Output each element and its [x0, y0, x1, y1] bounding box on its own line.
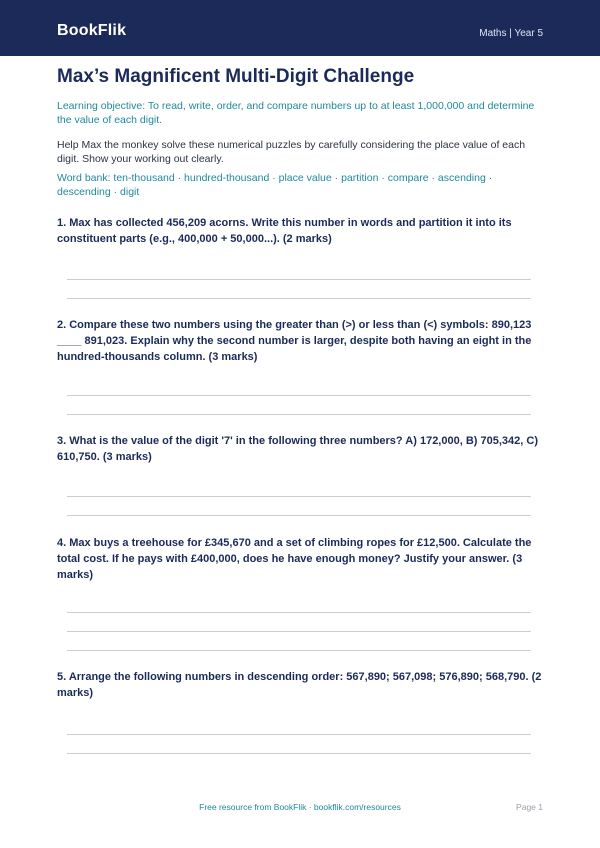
answer-line[interactable] [67, 298, 531, 299]
intro-text: Help Max the monkey solve these numerical puzzles by carefully considering the place value of each digit. Show your working out clearly. [57, 139, 526, 165]
answer-line[interactable] [67, 515, 531, 516]
answer-line[interactable] [67, 279, 531, 280]
answer-line[interactable] [67, 496, 531, 497]
question-3: 3. What is the value of the digit '7' in the following three numbers? A) 172,000, B) 705,342, C) 610,750. (3 marks) [57, 435, 538, 463]
question-1: 1. Max has collected 456,209 acorns. Write this number in words and partition it into its constituent parts (e.g., 400,000 + 50,000...). (2 marks) [57, 217, 512, 245]
brand-logo-text: BookFlik [57, 22, 127, 39]
footer-link[interactable]: Free resource from BookFlik · bookflik.com/resources [199, 802, 401, 812]
answer-line[interactable] [67, 650, 531, 651]
page-number: Page 1 [516, 802, 543, 812]
question-2: 2. Compare these two numbers using the greater than (>) or less than (<) symbols: 890,123 ____ 891,023. Explain why the second number is larger, despite both having an eight in the hundred-thousands column. (3 marks) [57, 319, 532, 363]
answer-line[interactable] [67, 734, 531, 735]
answer-line[interactable] [67, 631, 531, 632]
answer-line[interactable] [67, 414, 531, 415]
page-title: Max’s Magnificent Multi-Digit Challenge [57, 66, 415, 87]
subject-year-label: Maths | Year 5 [479, 28, 543, 39]
question-5: 5. Arrange the following numbers in descending order: 567,890; 567,098; 576,890; 568,790. (2 marks) [57, 671, 542, 699]
answer-line[interactable] [67, 612, 531, 613]
word-bank: Word bank: ten-thousand · hundred-thousand · place value · partition · compare · ascending · descending · digit [57, 172, 493, 198]
answer-line[interactable] [67, 753, 531, 754]
header-bar [0, 0, 600, 56]
question-4: 4. Max buys a treehouse for £345,670 and a set of climbing ropes for £12,500. Calculate the total cost. If he pays with £400,000, does he have enough money? Justify your answer. (3 marks) [57, 537, 532, 581]
learning-objective: Learning objective: To read, write, order, and compare numbers up to at least 1,000,000 and determine the value of each digit. [57, 100, 535, 126]
answer-line[interactable] [67, 395, 531, 396]
